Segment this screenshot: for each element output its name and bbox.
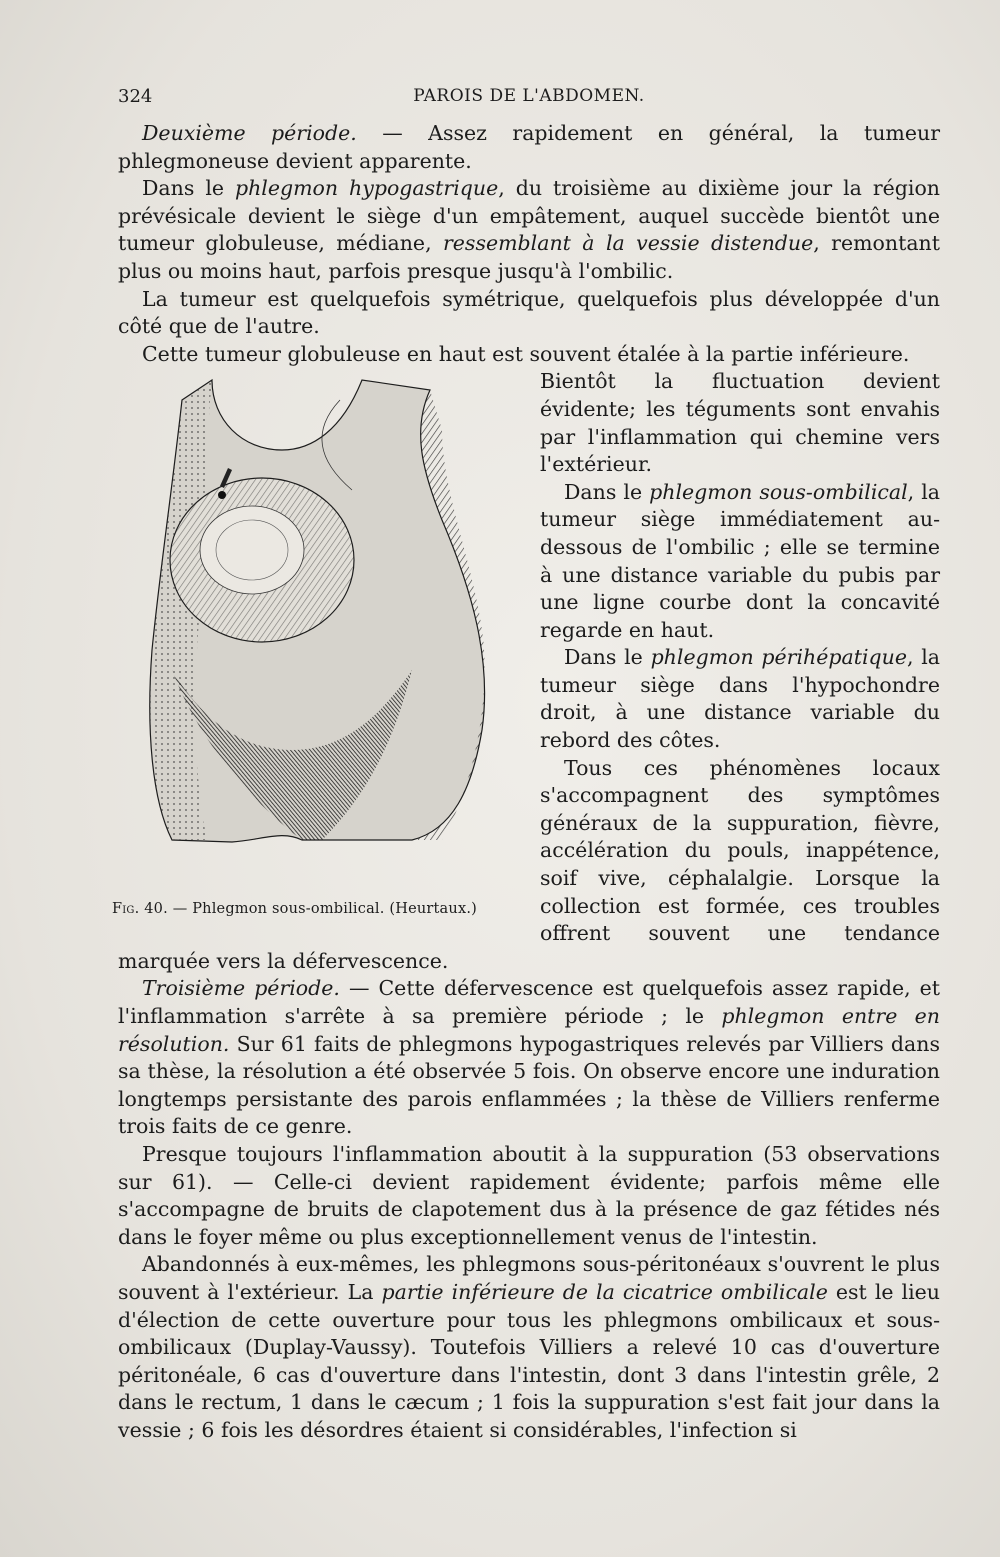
engraving-illustration	[112, 370, 526, 890]
section-lead: Troisième période.	[142, 976, 340, 1001]
figure-label: Fig. 40.	[112, 901, 168, 918]
paragraph-phlegmon-hypogastrique: Dans le phlegmon hypogastrique, du troisième au dixième jour la région prévésicale devient le siège d'un empâtement, auquel succède bientôt une tumeur globuleuse, médiane, ressemblant à la vessie distendue, remontant plus ou moins haut, parfois presque jusqu'à l'ombilic.	[118, 176, 941, 283]
italic-term: phlegmon périhépatique	[650, 645, 907, 670]
running-title: PAROIS DE L'ABDOMEN.	[413, 86, 645, 106]
page-header	[118, 86, 940, 116]
paragraph-abandonnes: Abandonnés à eux-mêmes, les phlegmons sous-péritonéaux s'ouvrent le plus souvent à l'extérieur. La partie inférieure de la cicatrice ombilicale est le lieu d'élection de cette ouverture pour tous les phlegmons ombilicaux et sous-ombilicaux (Duplay-Vaussy). Toutefois Villiers a relevé 10 cas d'ouverture péritonéale, 6 cas d'ouverture dans l'intestin, dont 3 dans l'intestin grêle, 2 dans le rectum, 1 dans le cæcum ; 1 fois la suppuration s'est fait jour dans la vessie ; 6 fois les désordres étaient si considérables, l'infection si	[118, 1252, 941, 1442]
paragraph-phlegmon-perihepatique: Dans le phlegmon périhépatique, la tumeur siège dans l'hypochondre droit, à une distance variable du rebord des côtes.	[540, 645, 941, 753]
italic-term: phlegmon hypogastrique	[234, 176, 499, 201]
paragraph-troisieme-periode: Troisième période. — Cette défervescence est quelquefois assez rapide, et l'inflammation s'arrête à sa première période ; le phlegmon entre en résolution. Sur 61 faits de phlegmons hypogastriques relevés par Villiers dans sa thèse, la résolution a été observée 5 fois. On observe encore une induration longtemps persistante des parois enflammées ; la thèse de Villiers renferme trois faits de ce genre.	[118, 976, 940, 1139]
paragraph-fluctuation: Bientôt la fluctuation devient évidente; les téguments sont envahis par l'inflammation qui chemine vers l'extérieur.	[540, 369, 940, 477]
figure-caption	[112, 896, 526, 924]
figure-caption-text: — Phlegmon sous-ombilical. (Heurtaux.)	[172, 901, 477, 918]
italic-term: phlegmon sous-ombilical	[649, 479, 908, 504]
italic-term: partie inférieure de la cicatrice ombilicale	[381, 1279, 828, 1304]
paragraph-tumeur-symetrique: La tumeur est quelquefois symétrique, quelquefois plus développée d'un côté que de l'autre.	[118, 286, 940, 339]
paragraph-deuxieme-periode: Deuxième période. — Assez rapidement en général, la tumeur phlegmoneuse devient apparente.	[118, 121, 940, 173]
page-number: 324	[118, 86, 153, 107]
section-lead: Deuxième période.	[142, 121, 357, 145]
italic-term: phlegmon entre en résolution.	[118, 1004, 940, 1056]
italic-term: ressemblant à la vessie distendue	[443, 231, 814, 256]
figure-40	[112, 370, 526, 918]
paragraph-suppuration: Presque toujours l'inflammation aboutit à la suppuration (53 observations sur 61). — Celle-ci devient rapidement évidente; parfois même elle s'accompagne de bruits de clapotement dus à la présence de gaz fétides nés dans le foyer même ou plus exceptionnellement venus de l'intestin.	[118, 1141, 940, 1249]
body-text	[112, 120, 941, 1445]
paragraph-tumeur-globuleuse: Cette tumeur globuleuse en haut est souvent étalée à la partie inférieure.	[142, 341, 910, 366]
paragraph-phlegmon-sous-ombilical: Dans le phlegmon sous-ombilical, la tumeur siège immédiatement au-dessous de l'ombilic ; elle se termine à une distance variable du pubis par une ligne courbe dont la concavité regarde en haut.	[540, 479, 941, 642]
paragraph-phenomenes-locaux: Tous ces phénomènes locaux s'accompagnent des symptômes généraux de la suppuration, fièvre, accélération du pouls, inappétence, soif vive, céphalalgie. Lorsque la collection est formée, ces troubles offrent souvent une tendance marquée vers la défervescence.	[118, 755, 940, 973]
